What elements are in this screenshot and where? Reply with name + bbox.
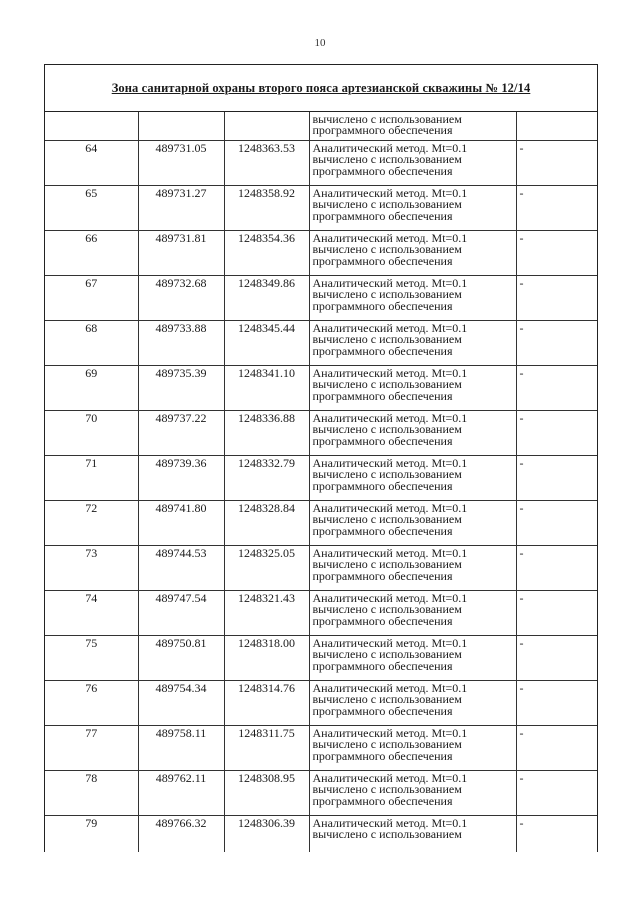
cell-y: 1248336.88 [224,411,309,456]
cell-point-number [45,112,138,141]
cell-description: - [516,456,597,501]
table-row [45,321,597,366]
method-line: программного обеспечения [312,703,453,718]
cell-description: - [516,546,597,591]
cell-description: - [516,501,597,546]
cell-x: 489744.53 [138,546,224,591]
table-row [45,141,597,186]
cell-description: - [516,366,597,411]
cell-x: 489747.54 [138,591,224,636]
method-line: программного обеспечения [312,163,453,178]
method-line: Аналитический метод. Mt=0.1 [312,591,468,605]
method-line: вычислено с использованием [312,332,462,347]
page-number: 10 [314,37,326,49]
cell-method [309,141,516,186]
method-line: программного обеспечения [312,208,453,223]
table-title-band [45,65,597,112]
cell-description: - [516,681,597,726]
cell-y: 1248328.84 [224,501,309,546]
cell-method [309,771,516,816]
cell-point-number: 77 [45,726,138,771]
table-row [45,276,597,321]
cell-y: 1248308.95 [224,771,309,816]
method-line: вычислено с использованием [312,692,462,707]
cell-description: - [516,411,597,456]
cell-point-number: 65 [45,186,138,231]
cell-y: 1248358.92 [224,186,309,231]
table-row [45,636,597,681]
cell-description: - [516,276,597,321]
cell-y: 1248345.44 [224,321,309,366]
cell-point-number: 69 [45,366,138,411]
method-line: Аналитический метод. Mt=0.1 [312,141,468,155]
method-line: Аналитический метод. Mt=0.1 [312,771,468,785]
cell-x: 489733.88 [138,321,224,366]
method-line: программного обеспечения [312,253,453,268]
cell-x: 489758.11 [138,726,224,771]
cell-method [309,726,516,771]
method-line: программного обеспечения [312,613,453,628]
method-line: программного обеспечения [312,478,453,493]
table-row [45,816,597,853]
cell-x: 489762.11 [138,771,224,816]
cell-x: 489741.80 [138,501,224,546]
table-row [45,501,597,546]
cell-method [309,501,516,546]
cell-method [309,112,516,141]
cell-y: 1248349.86 [224,276,309,321]
cell-method [309,276,516,321]
method-line: программного обеспечения [312,343,453,358]
method-line: вычислено с использованием [312,647,462,662]
table-row [45,411,597,456]
cell-x [138,112,224,141]
cell-method [309,186,516,231]
cell-x: 489737.22 [138,411,224,456]
table-row [45,591,597,636]
coordinates-document [44,64,598,852]
method-line: вычислено с использованием [312,557,462,572]
cell-point-number: 72 [45,501,138,546]
cell-x: 489766.32 [138,816,224,853]
method-line: Аналитический метод. Mt=0.1 [312,681,468,695]
cell-method [309,546,516,591]
method-line: вычислено с использованием [312,602,462,617]
cell-description: - [516,141,597,186]
method-line: программного обеспечения [312,523,453,538]
cell-y: 1248332.79 [224,456,309,501]
method-line: вычислено с использованием [312,377,462,392]
table-row [45,366,597,411]
method-line: Аналитический метод. Mt=0.1 [312,816,468,830]
cell-x: 489739.36 [138,456,224,501]
cell-method [309,456,516,501]
method-line: Аналитический метод. Mt=0.1 [312,726,468,740]
cell-x: 489732.68 [138,276,224,321]
method-line: вычислено с использованием [312,512,462,527]
table-row [45,231,597,276]
method-line: вычислено с использованием [312,737,462,752]
cell-description: - [516,726,597,771]
method-line: программного обеспечения [312,123,453,138]
method-line: вычислено с использованием [312,782,462,797]
table-row [45,681,597,726]
method-line: программного обеспечения [312,748,453,763]
cell-point-number: 75 [45,636,138,681]
cell-y [224,112,309,141]
method-line: программного обеспечения [312,433,453,448]
cell-description: - [516,186,597,231]
coordinates-table [45,112,597,852]
method-line: программного обеспечения [312,568,453,583]
table-row [45,771,597,816]
method-line: Аналитический метод. Mt=0.1 [312,276,468,290]
cell-method [309,816,516,853]
cell-point-number: 68 [45,321,138,366]
cell-method [309,321,516,366]
cell-y: 1248354.36 [224,231,309,276]
method-line: программного обеспечения [312,658,453,673]
table-row [45,546,597,591]
cell-point-number: 70 [45,411,138,456]
method-line: Аналитический метод. Mt=0.1 [312,501,468,515]
cell-point-number: 74 [45,591,138,636]
method-line: программного обеспечения [312,388,453,403]
cell-y: 1248363.53 [224,141,309,186]
cell-description: - [516,771,597,816]
cell-x: 489731.81 [138,231,224,276]
method-line: Аналитический метод. Mt=0.1 [312,186,468,200]
cell-y: 1248321.43 [224,591,309,636]
cell-method [309,636,516,681]
method-line: вычислено с использованием [312,827,462,842]
method-line: вычислено с использованием [312,197,462,212]
cell-method [309,231,516,276]
cell-y: 1248306.39 [224,816,309,853]
cell-y: 1248318.00 [224,636,309,681]
method-line: вычислено с использованием [312,242,462,257]
cell-description: - [519,816,524,830]
cell-point-number: 71 [45,456,138,501]
cell-description: - [516,591,597,636]
cell-description: - [516,321,597,366]
method-line: вычислено с использованием [312,287,462,302]
table-row [45,456,597,501]
cell-point-number: 64 [45,141,138,186]
cell-x: 489735.39 [138,366,224,411]
table-row [45,186,597,231]
method-line: вычислено с использованием [312,152,462,167]
cell-description: - [516,231,597,276]
method-line: Аналитический метод. Mt=0.1 [312,456,468,470]
cell-y: 1248314.76 [224,681,309,726]
method-line: Аналитический метод. Mt=0.1 [312,636,468,650]
continuation-row [45,112,597,141]
cell-method [309,366,516,411]
method-line: Аналитический метод. Mt=0.1 [312,411,468,425]
cell-x: 489750.81 [138,636,224,681]
cell-point-number: 73 [45,546,138,591]
cell-y: 1248311.75 [224,726,309,771]
method-line: программного обеспечения [312,793,453,808]
cell-method [309,411,516,456]
cell-point-number: 78 [45,771,138,816]
cell-x: 489754.34 [138,681,224,726]
cell-description: - [516,636,597,681]
method-line: программного обеспечения [312,298,453,313]
cell-y: 1248325.05 [224,546,309,591]
cell-point-number: 76 [45,681,138,726]
cell-point-number: 67 [45,276,138,321]
cell-description [516,112,597,141]
method-line: вычислено с использованием [312,112,462,126]
cell-x: 489731.05 [138,141,224,186]
method-line: вычислено с использованием [312,422,462,437]
cell-x: 489731.27 [138,186,224,231]
method-line: Аналитический метод. Mt=0.1 [312,231,468,245]
cell-point-number: 79 [45,816,138,853]
method-line: Аналитический метод. Mt=0.1 [312,546,468,560]
cell-y: 1248341.10 [224,366,309,411]
cell-point-number: 66 [45,231,138,276]
method-line: Аналитический метод. Mt=0.1 [312,321,468,335]
method-line: вычислено с использованием [312,467,462,482]
table-row [45,726,597,771]
table-title: Зона санитарной охраны второго пояса артезианской скважины № 12/14 [111,80,531,95]
method-line: Аналитический метод. Mt=0.1 [312,366,468,380]
cell-method [309,591,516,636]
coordinates-table-body [45,112,597,852]
cell-method [309,681,516,726]
